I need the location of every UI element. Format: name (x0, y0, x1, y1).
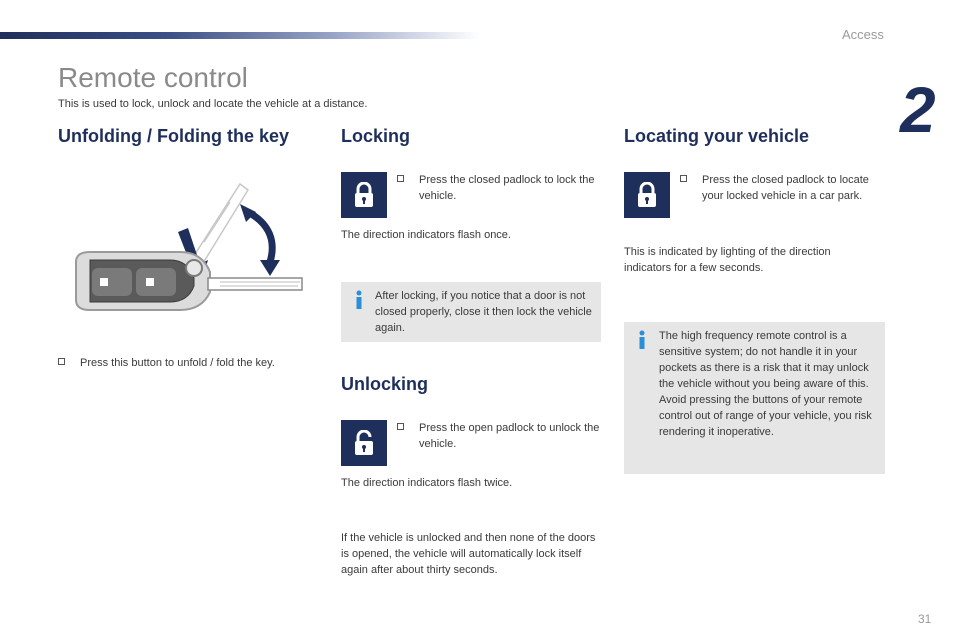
locating-info-text (659, 328, 881, 440)
locking-result: The direction indicators flash once. (341, 229, 511, 241)
bullet-square-icon (397, 423, 404, 430)
page-intro: This is used to lock, unlock and locate the vehicle at a distance. (58, 98, 368, 110)
unlocking-bullet: Press the open padlock to unlock the vehicle. (397, 420, 605, 452)
locking-info-box (341, 282, 601, 342)
padlock-closed-icon (624, 172, 670, 218)
locating-heading: Locating your vehicle (624, 126, 810, 146)
key-fob-illustration (70, 182, 310, 342)
locking-bullet: Press the closed padlock to lock the vehicle. (397, 172, 605, 204)
locating-info-paragraph-1: The high frequency remote control is a sensitive system; do not handle it in your pockets as there is a risk that it may unlock the vehicle without you being aware of this. (659, 330, 869, 390)
bullet-square-icon (397, 175, 404, 182)
padlock-closed-icon (341, 172, 387, 218)
locking-heading: Locking (341, 126, 411, 146)
info-icon (353, 290, 365, 310)
info-icon (636, 330, 648, 350)
page-title: Remote control (58, 62, 248, 93)
locking-info-text: After locking, if you notice that a door is not closed properly, close it then lock the vehicle again. (375, 290, 592, 334)
page-number: 31 (918, 612, 932, 626)
section-name: Access (842, 27, 884, 42)
chapter-number: 2 (900, 74, 934, 146)
unfolding-heading: Unfolding / Folding the key (58, 126, 289, 146)
locating-bullet: Press the closed padlock to locate your locked vehicle in a car park. (680, 172, 880, 204)
unfolding-bullet: Press this button to unfold / fold the key. (58, 355, 318, 371)
locating-info-box (624, 322, 885, 474)
unlocking-heading: Unlocking (341, 374, 429, 394)
unlocking-note: If the vehicle is unlocked and then none of the doors is opened, the vehicle will automatically lock itself again after about thirty seconds. (341, 532, 596, 576)
locating-info-paragraph-2: Avoid pressing the buttons of your remote control out of range of your vehicle, you risk rendering it inoperative. (659, 394, 872, 438)
locating-result: This is indicated by lighting of the direction indicators for a few seconds. (624, 246, 831, 274)
header-gradient-bar (0, 32, 480, 39)
bullet-square-icon (680, 175, 687, 182)
unlocking-result: The direction indicators flash twice. (341, 477, 513, 489)
bullet-square-icon (58, 358, 65, 365)
padlock-open-icon (341, 420, 387, 466)
